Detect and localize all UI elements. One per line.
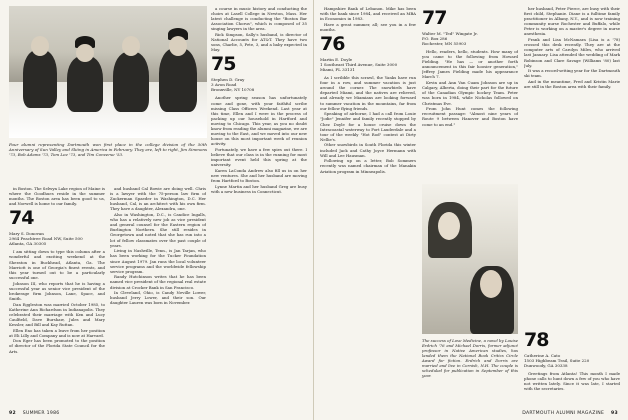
class-76-secretary [320, 57, 416, 72]
col2-paragraph: Randy Hutchinson writes that he has been named vice president of the regional real estate division at Crocker Bank in San Francisco. [110, 274, 206, 290]
class-76-paragraph: Following up on a letter, Bob Sommers recently was named chairman of the Manakin Aviation program in Minneapolis. [320, 158, 416, 174]
class-74-paragraph: I am sitting down to type this column after a wonderful and exciting weekend at the Sheraton in Buckhead, Atlanta, Ga. The Marriott is one of Georgia's finest events, and this year turned out to be a particularly successful one. [9, 249, 105, 280]
left-page-footer [9, 411, 60, 416]
class-76-paragraph: As I scribble this scrawl, the Yanks have run four in a row, and summer vacation is just around the corner. The snowbirds have departed Miami, and the natives are relieved, and already we Miamians are looking forward to summer vacation in the mountains, far from our fellow flying friends. [320, 75, 416, 111]
class-75-secretary-name: Stephen D. Gray [211, 77, 245, 83]
class-77-address-line-1: P.O. Box 286 [422, 36, 448, 41]
class-75-secretary [211, 77, 307, 92]
authors-photo-caption: The success of Love Medicine, a novel by Louise Erdrich '76 and Michael Dorris, former adjunct professor in Native American studies, has landed them the National Book Critics Circle Award for fiction. Erdrich and Dorris are married and live in Cornish, N.H. The couple is scheduled for publication in September of this year. [422, 338, 518, 378]
class-77-secretary [422, 31, 518, 46]
right-column-2-body [422, 6, 518, 184]
col2-paragraph: Also in Washington, D.C., is Candice Ingalls, who has a relatively new job as vice president and general counsel for the Eastern region of Burlington Northern. She still resides in Georgetown and noted that she has run into a lot of fellow classmates over the past couple of years. [110, 212, 206, 248]
right-magazine-label: DARTMOUTH ALUMNI MAGAZINE [522, 411, 605, 416]
class-76-address-line-1: 1 Southeast Third Avenue, Suite 3000 [320, 62, 398, 68]
col3-paragraph: Rick Simpson, Sally's husband, is director of National Accounts for AT&T. They have two sons, Charlie, 5, Pete, 3, and a baby expected in May. [211, 32, 307, 53]
right-col3-paragraph: Frank and Lisa McNamara (Lisa is a '78) crossed this desk recently. They are at the computer arts of Carolyn Miles, who arrived last January. Lisa attended the wedding of Mark Robinson and Clare Savage (Williams '80) last July. [524, 37, 620, 68]
class-77-secretary-name: Walter M. "Ted" Wingate Jr. [422, 31, 478, 36]
right-page [314, 0, 628, 420]
class-75-address-line-1: 3 Avon Road [211, 82, 237, 88]
class-75-paragraph: Another spring season has unfortunately come and gone, with your faithful scribe missing Class Officers Weekend. Last year at this time, Ellen and I were in the process of packing up our household in Hartford and moving to Chicago. This year, as you no doubt know from reading the alumni magazine, we are moving to the East, and we moved into our new house on this most important week of reunion activity. [211, 95, 307, 147]
class-75-address-line-2: Bronxville, NY 10708 [211, 87, 255, 93]
right-col1-paragraph: Hampshire Bank of Lebanon. Mike has been with the bank since 1984, and received an MBA in Economics in 1983. [320, 6, 416, 22]
left-column-2-body [110, 186, 206, 398]
author-photo-face-2 [480, 270, 502, 298]
class-74-address-line-1: 2964 Peachtree Road NW, Suite 500 [9, 236, 83, 242]
right-col1-paragraph: Have a great summer, all; see you in a few months. [320, 21, 416, 32]
class-year-78: 78 [524, 329, 549, 351]
left-column-1 [9, 6, 105, 398]
class-78-address-line-2: Dunwoody, GA 30338 [524, 363, 568, 368]
right-column-3-lower [524, 328, 620, 398]
class-75-paragraph: Karen LaConda Andrew also fill us in on her new ventures. She and her husband are moving from Hartford to Boston. [211, 167, 307, 184]
class-78-secretary-name: Catherine A. Cato [524, 353, 561, 358]
right-col3-paragraph: And in the meantime, Fred and Kristin Marie are still in the Boston area with their family. [524, 79, 620, 90]
class-76-address-line-2: Miami, FL 33131 [320, 67, 355, 73]
left-column-1-body [9, 186, 105, 398]
class-74-address-line-2: Atlanta, GA 30305 [9, 241, 47, 247]
author-photo-face-1 [438, 212, 460, 240]
class-year-76: 76 [320, 33, 345, 56]
class-76-paragraph: Speaking of airborne, I had a call from Louie "Jodie" Jennifer and family recently stopped by Chez Doyle for a house cruise down the Intracoastal waterway to Fort Lauderdale and a tour of the weekly "Hot Rod" contest at Dirty Nellie's. [320, 111, 416, 142]
class-78-address-line-1: 1503 Highbeam Trail, Suite 220 [524, 358, 590, 363]
class-76-paragraph: Other snowbirds in South Florida this winter included Jack and Cathy Joyce Hermann with Will and Lee Hausman. [320, 142, 416, 158]
right-column-1 [320, 6, 416, 398]
col1-intro-paragraph: in Boston. The Selwyn Lake region of Maine is where the Goodhues reside in the summer months. The Boston area has been good to us, and Norwell is home to our family. [9, 186, 105, 207]
class-78-paragraph: Greetings from Atlanta! This month I made phone calls to hunt down a few of you who have not written lately. Since it was late, I started with the secretaries. [524, 371, 620, 392]
col2-paragraph: Living in Nashville, Tenn., is Jan Tarjan, who has been working for the Tucker Foundation since August 1979. Jan runs the local volunteer service programs and the worldwide fellowship service program. [110, 248, 206, 274]
class-74-paragraph: Don Eger has been promoted to the position of director of the Florida State Council for the Arts. [9, 338, 105, 354]
left-issue-label: SUMMER 1986 [22, 411, 60, 416]
class-78-secretary [524, 353, 620, 368]
right-column-3 [524, 6, 620, 398]
class-76-secretary-name: Martin E. Doyle [320, 57, 353, 63]
class-year-74: 74 [9, 207, 34, 230]
ski-photo-caption: Four alumni representing Dartmouth won first place in the college division of the 50th Anniversary of Sun Valley and Skiing in America in February. They are, left to right, Jim Simmons '73, Bob Adams '73, Tom Lee '73, and Tim Converse '53. [9, 142, 207, 158]
right-page-number: 93 [611, 411, 618, 416]
right-page-footer [522, 411, 618, 416]
col2-paragraph: In Cleveland, Ohio, is Candy Neville Lower, husband Jerry Lower, and their son. Our daughter Lauren was born in November. [110, 290, 206, 306]
class-77-paragraph: Hello, readers, hello, students. How many of you came to the following from Howard Fielding. "He has — or another forth announcement in this fair hoosier generation," Jeffrey James Fielding made his appearance March 7. [422, 49, 518, 80]
authors-photo [422, 184, 518, 334]
right-col3-paragraph: her husband, Peter Pierce, are busy with their first child, Stephanie. Diane is a fulltime family practitioner in Albany, N.Y., and is now training community nurse Rochester and Buffalo, while Peter is working on a master's degree in nurse anesthesia. [524, 6, 620, 37]
left-column-3 [211, 6, 307, 398]
col3-paragraph: a course in music history and conducting the choirs at Lasell College in Newton, Mass. Her latest challenge is conducting the "Boston Bar Association Chorus", which is composed of 35 singing lawyers in the area. [211, 6, 307, 32]
class-75-paragraph: Fortunately, we have a few spies out there. I believe that our class is in the running for most important event held this spring at the university. [211, 146, 307, 168]
right-col3-paragraph: It was a record-setting year for the Dartmouth ski team. [524, 68, 620, 79]
class-74-paragraph: Johnson III, who reports that he is having a successful year as senior vice president of the brokerage firm Johnson, Lane, Space, and Smith. [9, 280, 105, 301]
left-page-number: 92 [9, 411, 16, 416]
class-77-paragraph: From John Hunt comes the following recruitment passage: "Almost nine years of Route 9 between Hanover and Boston have come to an end." [422, 106, 518, 127]
class-77-paragraph: Kevin and Ann Van Cuam Johnson are up in Calgary, Alberta, doing their part for the future of the Canadian Olympic hockey Team. Peter was born in 1984, while Nicholas followed on Christmas Eve. [422, 80, 518, 106]
left-column-2 [110, 6, 206, 398]
class-74-secretary-name: Mary S. Donovan [9, 231, 44, 237]
class-74-secretary [9, 231, 105, 246]
class-75-paragraph: Lynne Martin and her husband Greg are busy with a new business in Connecticut. [211, 183, 307, 194]
class-year-75: 75 [211, 53, 236, 76]
class-77-address-line-2: Rochester, MN 55903 [422, 41, 467, 46]
right-column-3-body [524, 6, 620, 308]
class-74-paragraph: Dan Eggleston was married October 1985, to Katherine Ann Richardson in Indianapolis. They celebrated their marriage with Ken and Lucy Caulfield, Dave Burshaw, Jules and Mary Kessler, and Bill and Kay Ruttan. [9, 301, 105, 327]
col2-paragraph: and husband Cal Bowie are doing well. Chris is a lawyer with the 75-person law firm of Zuckerman Spaeder in Washington, D.C. Her husband, Cal, is an architect with his own firm. They have a daughter, Alexandra, one. [110, 186, 206, 212]
class-year-77: 77 [422, 7, 447, 29]
class-74-paragraph: Ellen Eno has taken a leave from her position at Eli Lilly and Company and is now at Harvard. [9, 327, 105, 338]
